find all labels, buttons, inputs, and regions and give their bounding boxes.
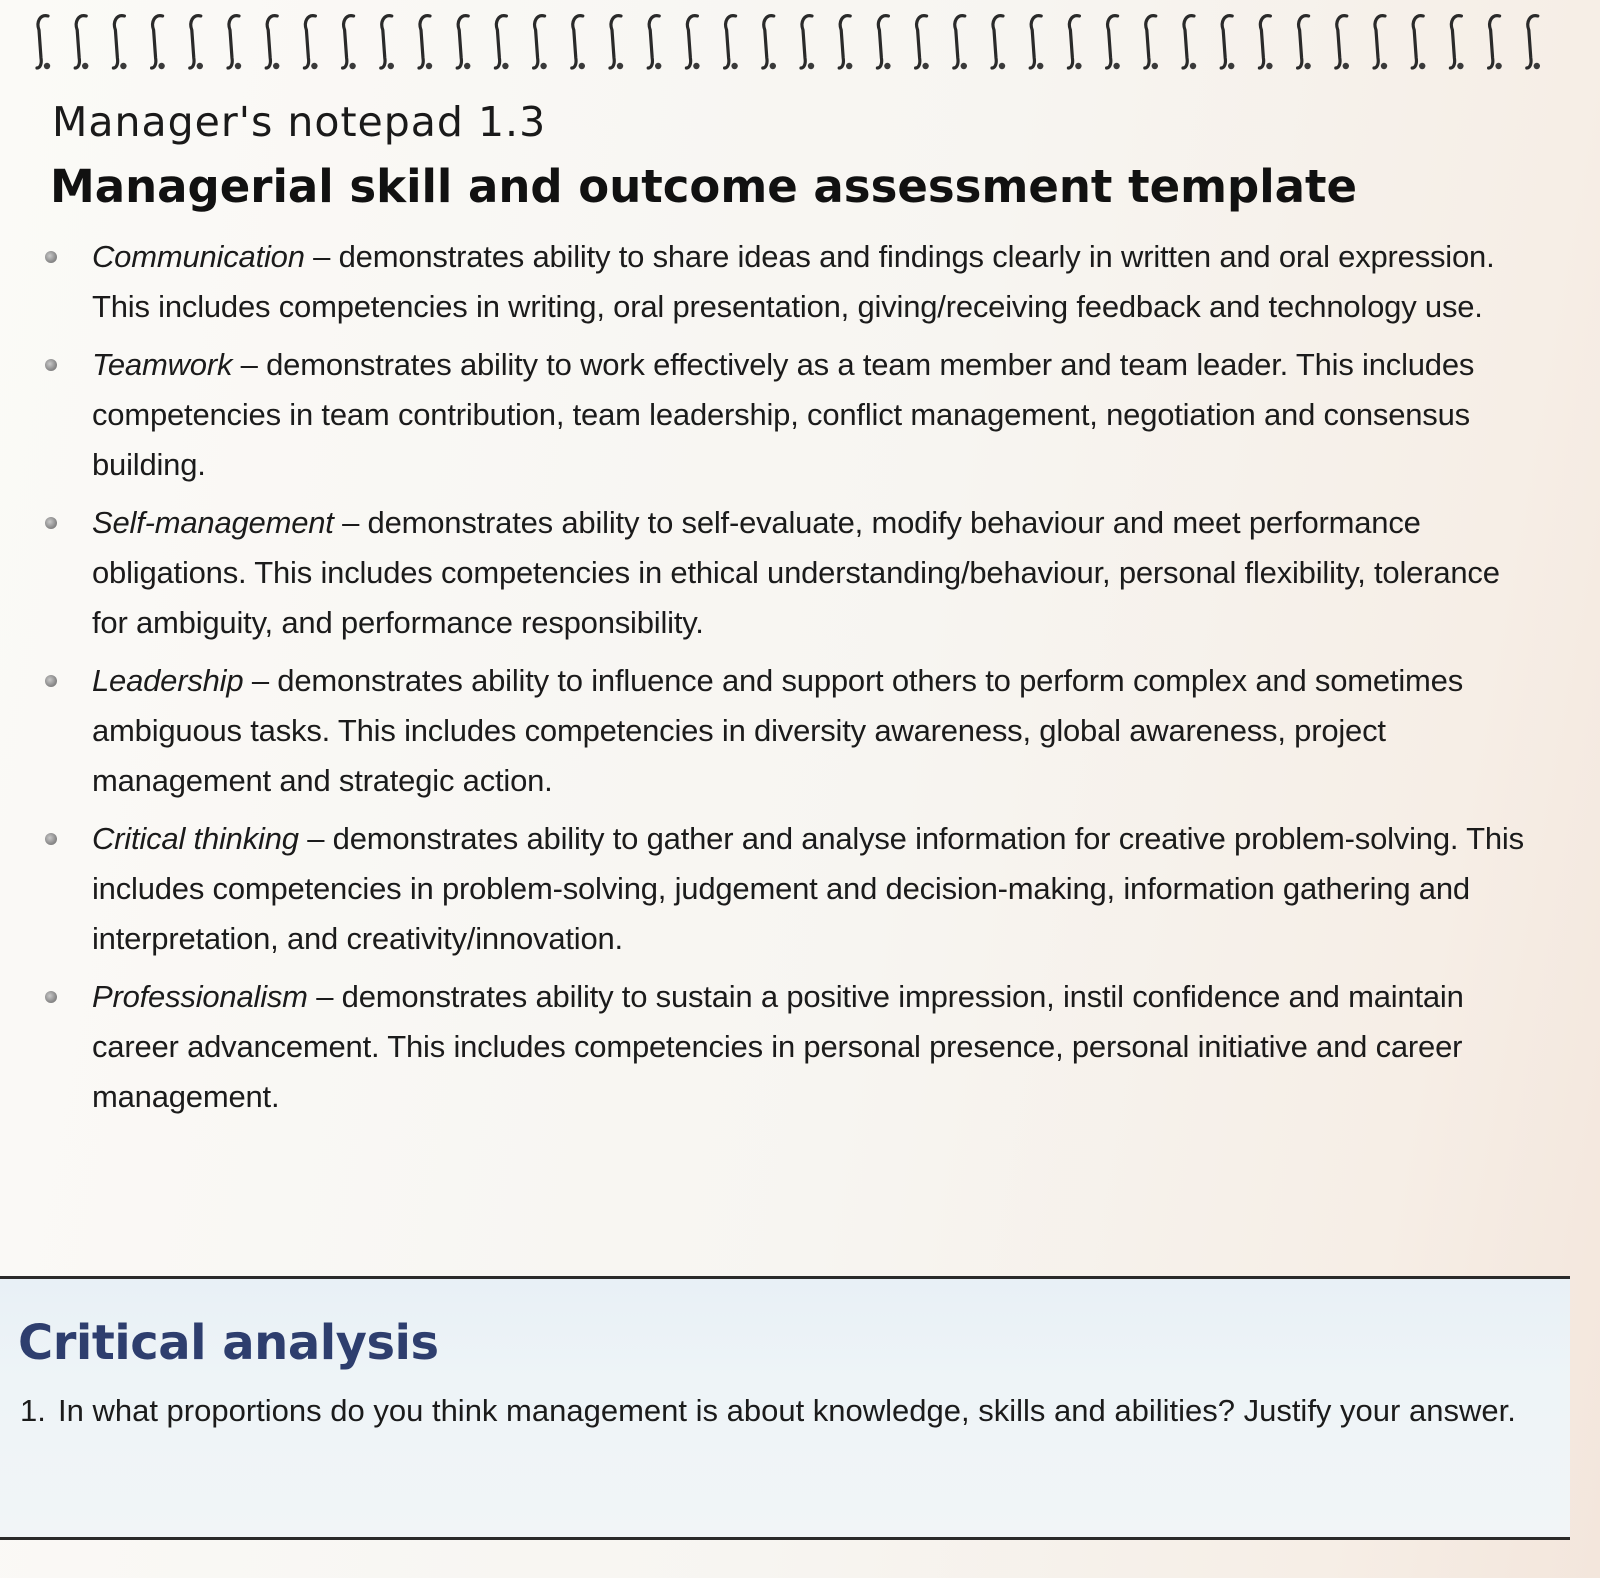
spiral-hole xyxy=(1266,63,1272,69)
spiral-coil xyxy=(1107,16,1118,68)
spiral-hole xyxy=(1304,63,1310,69)
skill-description: – demonstrates ability to sustain a positive impression, instil confidence and maintain career advancement. This includes competencies in personal presence, personal initiative and career management. xyxy=(92,979,1464,1114)
spiral-hole xyxy=(808,63,814,69)
spiral-hole xyxy=(1037,63,1043,69)
question-item xyxy=(20,1387,1558,1435)
spiral-coil xyxy=(419,16,430,68)
spiral-coil xyxy=(343,16,354,68)
spiral-coil xyxy=(304,16,315,68)
spiral-hole xyxy=(158,63,164,69)
spiral-hole xyxy=(1075,63,1081,69)
skill-item-leadership xyxy=(42,656,1542,806)
spiral-coil xyxy=(801,16,812,68)
spiral-coil xyxy=(648,16,659,68)
spiral-hole xyxy=(44,63,50,69)
spiral-hole xyxy=(120,63,126,69)
question-number: 1. xyxy=(20,1393,46,1428)
critical-analysis-heading: Critical analysis xyxy=(18,1315,439,1371)
spiral-coil xyxy=(1259,16,1270,68)
spiral-coil xyxy=(1527,16,1538,68)
spiral-coil xyxy=(190,16,201,68)
spiral-coil xyxy=(1068,16,1079,68)
spiral-hole xyxy=(922,63,928,69)
spiral-coil xyxy=(266,16,277,68)
spiral-coil xyxy=(1221,16,1232,68)
spiral-coil xyxy=(1489,16,1500,68)
spiral-hole xyxy=(1534,63,1540,69)
spiral-coil xyxy=(839,16,850,68)
spiral-hole xyxy=(961,63,967,69)
spiral-coil xyxy=(610,16,621,68)
skills-list xyxy=(42,232,1542,1130)
spiral-coil xyxy=(1030,16,1041,68)
skill-name: Critical thinking xyxy=(92,821,299,856)
spiral-hole xyxy=(311,63,317,69)
spiral-hole xyxy=(1343,63,1349,69)
spiral-coil xyxy=(916,16,927,68)
spiral-binding xyxy=(30,8,1570,76)
spiral-coil xyxy=(877,16,888,68)
skill-description: – demonstrates ability to share ideas and findings clearly in written and oral expression. This includes competencies in writing, oral presentation, giving/receiving feedback and technology use. xyxy=(92,239,1495,324)
question-text: In what proportions do you think management is about knowledge, skills and abilities? Justify your answer. xyxy=(58,1393,1516,1428)
spiral-hole xyxy=(731,63,737,69)
spiral-coil xyxy=(725,16,736,68)
bullet-icon xyxy=(45,675,57,687)
spiral-coil xyxy=(1145,16,1156,68)
spiral-coil xyxy=(1183,16,1194,68)
spiral-hole xyxy=(235,63,241,69)
skill-name: Self-management xyxy=(92,505,334,540)
spiral-hole xyxy=(349,63,355,69)
spiral-hole xyxy=(693,63,699,69)
spiral-coil xyxy=(686,16,697,68)
skill-item-communication xyxy=(42,232,1542,332)
spiral-hole xyxy=(617,63,623,69)
critical-analysis-box xyxy=(0,1276,1570,1540)
spiral-hole xyxy=(770,63,776,69)
spiral-coil xyxy=(1450,16,1461,68)
skill-description: – demonstrates ability to influence and support others to perform complex and sometimes ambiguous tasks. This includes competencies in diversity awareness, global awareness, project management and strategic action. xyxy=(92,663,1463,798)
spiral-hole xyxy=(502,63,508,69)
skill-description: – demonstrates ability to work effectively as a team member and team leader. This includes competencies in team contribution, team leadership, conflict management, negotiation and consensus building. xyxy=(92,347,1475,482)
bullet-icon xyxy=(45,359,57,371)
spiral-hole xyxy=(1152,63,1158,69)
spiral-hole xyxy=(1381,63,1387,69)
spiral-hole xyxy=(846,63,852,69)
skill-item-self-management xyxy=(42,498,1542,648)
notepad-label: Manager's notepad 1.3 xyxy=(52,98,547,146)
spiral-coil xyxy=(534,16,545,68)
spiral-hole xyxy=(540,63,546,69)
spiral-coil xyxy=(954,16,965,68)
spiral-hole xyxy=(999,63,1005,69)
spiral-hole xyxy=(655,63,661,69)
spiral-coil xyxy=(1336,16,1347,68)
spiral-hole xyxy=(1457,63,1463,69)
spiral-hole xyxy=(1113,63,1119,69)
spiral-hole xyxy=(82,63,88,69)
skill-name: Teamwork xyxy=(92,347,233,382)
spiral-hole xyxy=(388,63,394,69)
spiral-hole xyxy=(1495,63,1501,69)
bullet-icon xyxy=(45,833,57,845)
spiral-hole xyxy=(579,63,585,69)
spiral-coil xyxy=(113,16,124,68)
spiral-coil xyxy=(381,16,392,68)
spiral-coil xyxy=(763,16,774,68)
bullet-icon xyxy=(45,991,57,1003)
skill-name: Professionalism xyxy=(92,979,308,1014)
spiral-coil xyxy=(992,16,1003,68)
skill-item-professionalism xyxy=(42,972,1542,1122)
spiral-hole xyxy=(426,63,432,69)
spiral-coil xyxy=(1298,16,1309,68)
spiral-hole xyxy=(1419,63,1425,69)
spiral-coil xyxy=(1374,16,1385,68)
bullet-icon xyxy=(45,517,57,529)
skill-name: Communication xyxy=(92,239,305,274)
spiral-coil xyxy=(1412,16,1423,68)
spiral-coil xyxy=(228,16,239,68)
spiral-hole xyxy=(1228,63,1234,69)
skill-item-teamwork xyxy=(42,340,1542,490)
spiral-coil xyxy=(37,16,48,68)
skill-description: – demonstrates ability to self-evaluate, modify behaviour and meet performance obligations. This includes competencies in ethical understanding/behaviour, personal flexibility, tolerance for ambiguity, and performance responsibility. xyxy=(92,505,1500,640)
spiral-coil xyxy=(152,16,163,68)
spiral-coil xyxy=(495,16,506,68)
spiral-coil xyxy=(75,16,86,68)
spiral-coil xyxy=(572,16,583,68)
spiral-hole xyxy=(273,63,279,69)
spiral-hole xyxy=(884,63,890,69)
spiral-hole xyxy=(197,63,203,69)
skill-name: Leadership xyxy=(92,663,244,698)
notepad-title: Managerial skill and outcome assessment template xyxy=(50,160,1358,213)
skill-item-critical-thinking xyxy=(42,814,1542,964)
skill-description: – demonstrates ability to gather and analyse information for creative problem-solving. This includes competencies in problem-solving, judgement and decision-making, information gathering and interpretation, and creativity/innovation. xyxy=(92,821,1524,956)
spiral-hole xyxy=(1190,63,1196,69)
spiral-coil xyxy=(457,16,468,68)
bullet-icon xyxy=(45,251,57,263)
spiral-hole xyxy=(464,63,470,69)
